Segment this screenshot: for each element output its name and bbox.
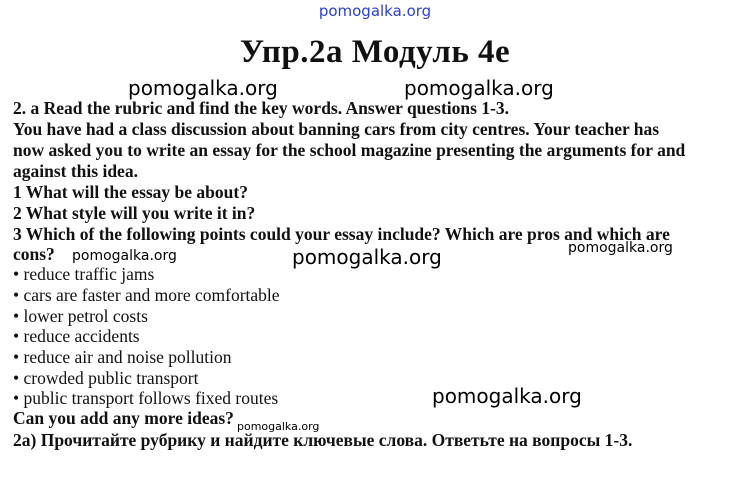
rubric-line: against this idea. xyxy=(13,161,138,181)
watermark-label: pomogalka.org xyxy=(432,384,582,408)
watermark-label: pomogalka.org xyxy=(128,76,278,100)
watermark-label: pomogalka.org xyxy=(568,240,673,256)
point-item: • reduce air and noise pollution xyxy=(13,347,232,367)
point-item: • cars are faster and more comfortable xyxy=(13,285,280,305)
point-item: • public transport follows fixed routes xyxy=(13,388,279,408)
watermark-label: pomogalka.org xyxy=(237,420,320,433)
rubric-line: now asked you to write an essay for the school magazine presenting the arguments for and xyxy=(13,140,686,160)
watermark-label: pomogalka.org xyxy=(404,76,554,100)
point-item: • crowded public transport xyxy=(13,368,199,388)
page-title: Упр.2а Модуль 4е xyxy=(239,34,511,70)
point-item: • lower petrol costs xyxy=(13,306,148,326)
translation-line: 2а) Прочитайте рубрику и найдите ключевые слова. Ответьте на вопросы 1-3. xyxy=(13,430,633,450)
task-heading: 2. a Read the rubric and find the key words. Answer questions 1-3. xyxy=(13,98,510,118)
watermark-top: pomogalka.org xyxy=(318,2,432,20)
more-ideas-line: Can you add any more ideas? xyxy=(13,408,234,428)
watermark-label: pomogalka.org xyxy=(292,245,442,269)
question-line: cons? xyxy=(13,244,55,264)
rubric-line: You have had a class discussion about banning cars from city centres. Your teacher has xyxy=(13,119,660,139)
question-line: 1 What will the essay be about? xyxy=(13,182,248,202)
watermark-label: pomogalka.org xyxy=(72,248,177,264)
point-item: • reduce traffic jams xyxy=(13,264,155,284)
question-line: 3 Which of the following points could your essay include? Which are pros and which are xyxy=(13,224,670,244)
question-line: 2 What style will you write it in? xyxy=(13,203,256,223)
point-item: • reduce accidents xyxy=(13,326,140,346)
